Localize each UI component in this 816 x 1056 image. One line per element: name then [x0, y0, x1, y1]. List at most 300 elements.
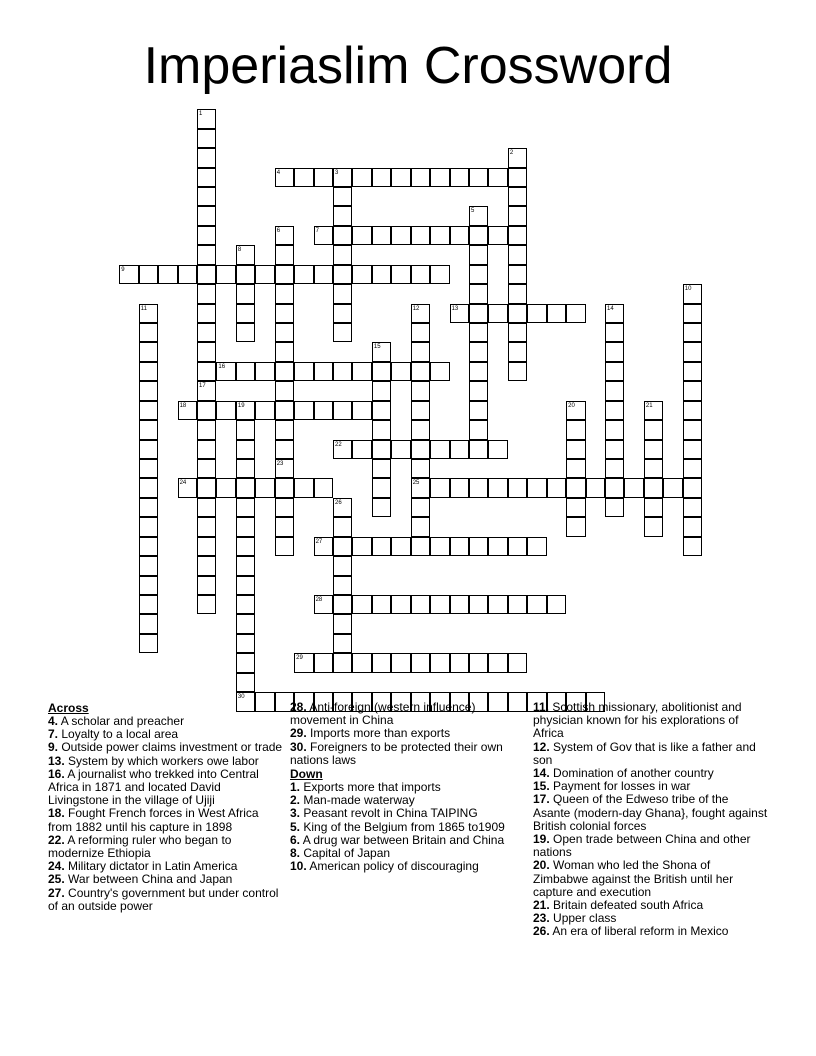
grid-cell[interactable] — [139, 362, 158, 381]
grid-cell[interactable] — [275, 498, 294, 517]
grid-cell[interactable] — [605, 498, 624, 517]
grid-cell[interactable] — [352, 401, 371, 420]
grid-cell[interactable] — [683, 304, 702, 323]
grid-cell[interactable] — [683, 517, 702, 536]
grid-cell[interactable] — [275, 478, 294, 497]
clue-number: 25. — [48, 872, 65, 887]
grid-cell[interactable] — [333, 576, 352, 595]
grid-cell[interactable] — [488, 304, 507, 323]
grid-cell[interactable] — [430, 168, 449, 187]
grid-cell[interactable] — [372, 362, 391, 381]
grid-cell[interactable] — [255, 401, 274, 420]
grid-cell[interactable] — [236, 498, 255, 517]
clue-text: Military dictator in Latin America — [64, 859, 238, 874]
grid-cell[interactable] — [430, 653, 449, 672]
grid-cell[interactable] — [294, 478, 313, 497]
grid-cell[interactable] — [508, 537, 527, 556]
cell-number: 7 — [315, 227, 319, 234]
grid-cell[interactable] — [236, 420, 255, 439]
clue-number: 7. — [48, 727, 59, 742]
grid-cell[interactable] — [605, 401, 624, 420]
grid-cell[interactable] — [469, 265, 488, 284]
grid-cell[interactable] — [566, 517, 585, 536]
grid-cell[interactable] — [450, 478, 469, 497]
grid-cell[interactable] — [333, 362, 352, 381]
grid-cell[interactable] — [450, 537, 469, 556]
clue-text: Woman who led the Shona of Zimbabwe against the British until her capture and execution — [533, 858, 734, 899]
grid-cell[interactable] — [197, 168, 216, 187]
grid-cell[interactable] — [139, 401, 158, 420]
grid-cell[interactable] — [683, 459, 702, 478]
grid-cell[interactable] — [391, 265, 410, 284]
grid-cell[interactable] — [314, 653, 333, 672]
grid-cell[interactable] — [411, 342, 430, 361]
grid-cell[interactable] — [372, 226, 391, 245]
clue-number: 21. — [533, 898, 550, 913]
grid-cell[interactable] — [139, 517, 158, 536]
grid-cell[interactable] — [469, 362, 488, 381]
clue-text: King of the Belgium from 1865 to1909 — [300, 819, 505, 834]
grid-cell[interactable] — [197, 284, 216, 303]
grid-cell[interactable] — [605, 381, 624, 400]
grid-cell[interactable] — [566, 498, 585, 517]
grid-cell[interactable] — [488, 168, 507, 187]
grid-cell[interactable] — [469, 323, 488, 342]
grid-cell[interactable] — [469, 478, 488, 497]
grid-cell[interactable] — [527, 304, 546, 323]
grid-cell[interactable] — [333, 265, 352, 284]
grid-cell[interactable] — [683, 440, 702, 459]
grid-cell[interactable] — [294, 168, 313, 187]
grid-cell[interactable] — [430, 362, 449, 381]
grid-cell[interactable] — [450, 653, 469, 672]
grid-cell[interactable] — [139, 323, 158, 342]
grid-cell[interactable] — [333, 206, 352, 225]
grid-cell[interactable] — [372, 498, 391, 517]
grid-cell[interactable] — [314, 362, 333, 381]
clue-text: Foreigners to be protected their own nations laws — [290, 739, 503, 767]
grid-cell[interactable] — [372, 478, 391, 497]
grid-cell[interactable] — [469, 653, 488, 672]
grid-cell[interactable] — [411, 401, 430, 420]
grid-cell[interactable] — [372, 537, 391, 556]
grid-cell[interactable] — [139, 342, 158, 361]
grid-cell[interactable] — [139, 595, 158, 614]
grid-cell[interactable] — [275, 420, 294, 439]
grid-cell[interactable] — [469, 304, 488, 323]
grid-cell[interactable] — [139, 440, 158, 459]
grid-cell[interactable] — [411, 653, 430, 672]
across-heading: Across — [48, 701, 89, 715]
grid-cell[interactable] — [508, 362, 527, 381]
grid-cell[interactable] — [469, 381, 488, 400]
grid-cell[interactable] — [372, 595, 391, 614]
grid-cell[interactable] — [216, 265, 235, 284]
grid-cell[interactable] — [391, 168, 410, 187]
grid-cell[interactable] — [586, 478, 605, 497]
grid-cell[interactable] — [236, 517, 255, 536]
grid-cell[interactable] — [236, 323, 255, 342]
down-clue — [533, 925, 768, 938]
grid-cell[interactable] — [469, 245, 488, 264]
grid-cell[interactable] — [275, 304, 294, 323]
grid-cell[interactable] — [139, 498, 158, 517]
clue-text: Country's government but under control of an outside power — [48, 885, 279, 913]
grid-cell[interactable] — [644, 440, 663, 459]
grid-cell[interactable] — [372, 401, 391, 420]
grid-cell[interactable] — [450, 440, 469, 459]
grid-cell[interactable] — [430, 478, 449, 497]
grid-cell[interactable] — [333, 187, 352, 206]
across-clue — [48, 887, 283, 913]
grid-cell[interactable] — [566, 478, 585, 497]
grid-cell[interactable] — [488, 653, 507, 672]
grid-cell[interactable] — [411, 498, 430, 517]
grid-cell[interactable] — [352, 226, 371, 245]
grid-cell[interactable] — [605, 459, 624, 478]
grid-cell[interactable] — [197, 129, 216, 148]
grid-cell[interactable] — [236, 556, 255, 575]
grid-cell[interactable] — [333, 614, 352, 633]
grid-cell[interactable] — [236, 576, 255, 595]
grid-cell[interactable] — [411, 265, 430, 284]
clue-number: 12. — [533, 739, 550, 754]
grid-cell[interactable] — [333, 653, 352, 672]
grid-cell[interactable] — [508, 342, 527, 361]
grid-cell[interactable] — [236, 362, 255, 381]
grid-cell[interactable] — [275, 265, 294, 284]
grid-cell[interactable] — [508, 595, 527, 614]
grid-cell[interactable] — [236, 537, 255, 556]
grid-cell[interactable] — [236, 595, 255, 614]
grid-cell[interactable] — [197, 556, 216, 575]
grid-cell[interactable] — [644, 420, 663, 439]
grid-cell[interactable] — [372, 381, 391, 400]
grid-cell[interactable] — [352, 537, 371, 556]
grid-cell[interactable] — [139, 420, 158, 439]
grid-cell[interactable] — [236, 673, 255, 692]
grid-cell[interactable] — [333, 304, 352, 323]
grid-cell[interactable] — [139, 556, 158, 575]
grid-cell[interactable] — [605, 362, 624, 381]
grid-cell[interactable] — [178, 265, 197, 284]
grid-cell[interactable] — [333, 556, 352, 575]
grid-cell[interactable] — [139, 634, 158, 653]
grid-cell[interactable] — [294, 265, 313, 284]
clue-text: Queen of the Edweso tribe of the Asante (modern-day Ghana}, fought against British colonial forces — [533, 792, 768, 833]
grid-cell[interactable] — [566, 459, 585, 478]
grid-cell[interactable] — [469, 284, 488, 303]
grid-cell[interactable] — [508, 323, 527, 342]
grid-cell[interactable] — [333, 537, 352, 556]
clue-text: Exports more that imports — [300, 780, 441, 795]
grid-cell[interactable] — [236, 634, 255, 653]
clue-number: 15. — [533, 779, 550, 794]
grid-cell[interactable] — [450, 168, 469, 187]
grid-cell[interactable] — [333, 595, 352, 614]
grid-cell[interactable] — [352, 265, 371, 284]
grid-cell[interactable] — [352, 362, 371, 381]
grid-cell[interactable] — [683, 381, 702, 400]
grid-cell[interactable] — [644, 498, 663, 517]
grid-cell[interactable] — [197, 206, 216, 225]
grid-cell[interactable] — [275, 517, 294, 536]
grid-cell[interactable] — [683, 401, 702, 420]
grid-cell[interactable] — [197, 498, 216, 517]
grid-cell[interactable] — [469, 440, 488, 459]
grid-cell[interactable] — [391, 362, 410, 381]
grid-cell[interactable] — [197, 226, 216, 245]
grid-cell[interactable] — [391, 595, 410, 614]
grid-cell[interactable] — [469, 595, 488, 614]
clue-number: 2. — [290, 793, 301, 808]
grid-cell[interactable] — [391, 226, 410, 245]
grid-cell[interactable] — [333, 634, 352, 653]
grid-cell[interactable] — [294, 401, 313, 420]
grid-cell[interactable] — [236, 265, 255, 284]
grid-cell[interactable] — [547, 478, 566, 497]
grid-cell[interactable] — [488, 440, 507, 459]
grid-cell[interactable] — [197, 478, 216, 497]
grid-cell[interactable] — [197, 265, 216, 284]
grid-cell[interactable] — [333, 401, 352, 420]
grid-cell[interactable] — [605, 420, 624, 439]
grid-cell[interactable] — [197, 459, 216, 478]
grid-cell[interactable] — [314, 265, 333, 284]
grid-cell[interactable] — [469, 537, 488, 556]
grid-cell[interactable] — [391, 537, 410, 556]
grid-cell[interactable] — [352, 653, 371, 672]
grid-cell[interactable] — [333, 284, 352, 303]
grid-cell[interactable] — [391, 440, 410, 459]
clue-text: An era of liberal reform in Mexico — [549, 924, 729, 939]
clue-text: Imports more than exports — [306, 726, 451, 741]
grid-cell[interactable] — [236, 653, 255, 672]
grid-cell[interactable] — [255, 265, 274, 284]
grid-cell[interactable] — [352, 440, 371, 459]
grid-cell[interactable] — [197, 187, 216, 206]
clue-text: War between China and Japan — [64, 872, 233, 887]
grid-cell[interactable] — [644, 478, 663, 497]
grid-cell[interactable] — [139, 381, 158, 400]
grid-cell[interactable] — [216, 401, 235, 420]
grid-cell[interactable] — [333, 323, 352, 342]
grid-cell[interactable] — [197, 537, 216, 556]
grid-cell[interactable] — [236, 459, 255, 478]
grid-cell[interactable] — [372, 265, 391, 284]
cell-number: 21 — [645, 402, 653, 409]
grid-cell[interactable] — [508, 304, 527, 323]
grid-cell[interactable] — [450, 595, 469, 614]
grid-cell[interactable] — [683, 537, 702, 556]
down-clue — [533, 859, 768, 899]
grid-cell[interactable] — [527, 595, 546, 614]
grid-cell[interactable] — [158, 265, 177, 284]
grid-cell[interactable] — [508, 478, 527, 497]
grid-cell[interactable] — [372, 440, 391, 459]
grid-cell[interactable] — [411, 168, 430, 187]
clue-number: 24. — [48, 859, 65, 874]
grid-cell[interactable] — [236, 478, 255, 497]
grid-cell[interactable] — [430, 265, 449, 284]
grid-cell[interactable] — [197, 342, 216, 361]
grid-cell[interactable] — [683, 420, 702, 439]
grid-cell[interactable] — [411, 323, 430, 342]
clues-column-3 — [533, 701, 768, 939]
grid-cell[interactable] — [411, 517, 430, 536]
grid-cell[interactable] — [488, 226, 507, 245]
grid-cell[interactable] — [139, 265, 158, 284]
grid-cell[interactable] — [508, 265, 527, 284]
grid-cell[interactable] — [488, 537, 507, 556]
grid-cell[interactable] — [605, 323, 624, 342]
grid-cell[interactable] — [197, 595, 216, 614]
grid-cell[interactable] — [527, 537, 546, 556]
grid-cell[interactable] — [508, 187, 527, 206]
grid-cell[interactable] — [275, 440, 294, 459]
grid-cell[interactable] — [275, 245, 294, 264]
clue-number: 28. — [290, 700, 307, 714]
grid-cell[interactable] — [333, 517, 352, 536]
clue-text: Man-made waterway — [300, 793, 415, 808]
grid-cell[interactable] — [216, 478, 235, 497]
clue-number: 18. — [48, 806, 65, 821]
grid-cell[interactable] — [566, 420, 585, 439]
grid-cell[interactable] — [469, 420, 488, 439]
grid-cell[interactable] — [605, 440, 624, 459]
grid-cell[interactable] — [683, 342, 702, 361]
grid-cell[interactable] — [683, 498, 702, 517]
grid-cell[interactable] — [683, 323, 702, 342]
grid-cell[interactable] — [411, 459, 430, 478]
grid-cell[interactable] — [139, 614, 158, 633]
clue-number: 13. — [48, 753, 65, 768]
grid-cell[interactable] — [527, 478, 546, 497]
clue-number: 16. — [48, 766, 65, 781]
grid-cell[interactable] — [469, 342, 488, 361]
grid-cell[interactable] — [197, 245, 216, 264]
grid-cell[interactable] — [547, 304, 566, 323]
grid-cell[interactable] — [469, 401, 488, 420]
grid-cell[interactable] — [508, 206, 527, 225]
grid-cell[interactable] — [139, 576, 158, 595]
grid-cell[interactable] — [605, 478, 624, 497]
grid-cell[interactable] — [197, 323, 216, 342]
cell-number: 16 — [218, 363, 226, 370]
grid-cell[interactable] — [236, 614, 255, 633]
grid-cell[interactable] — [508, 168, 527, 187]
grid-cell[interactable] — [275, 381, 294, 400]
grid-cell[interactable] — [683, 478, 702, 497]
grid-cell[interactable] — [411, 537, 430, 556]
grid-cell[interactable] — [275, 284, 294, 303]
grid-cell[interactable] — [255, 478, 274, 497]
grid-cell[interactable] — [372, 653, 391, 672]
grid-cell[interactable] — [508, 245, 527, 264]
grid-cell[interactable] — [275, 401, 294, 420]
grid-cell[interactable] — [139, 478, 158, 497]
grid-cell[interactable] — [236, 440, 255, 459]
grid-cell[interactable] — [566, 440, 585, 459]
grid-cell[interactable] — [411, 595, 430, 614]
grid-cell[interactable] — [411, 362, 430, 381]
grid-cell[interactable] — [547, 595, 566, 614]
cell-number: 1 — [199, 111, 203, 118]
grid-cell[interactable] — [275, 537, 294, 556]
grid-cell[interactable] — [430, 226, 449, 245]
grid-cell[interactable] — [605, 342, 624, 361]
grid-cell[interactable] — [372, 459, 391, 478]
grid-cell[interactable] — [236, 284, 255, 303]
grid-cell[interactable] — [139, 537, 158, 556]
grid-cell[interactable] — [411, 420, 430, 439]
grid-cell[interactable] — [352, 168, 371, 187]
grid-cell[interactable] — [275, 362, 294, 381]
grid-cell[interactable] — [333, 245, 352, 264]
grid-cell[interactable] — [372, 420, 391, 439]
grid-cell[interactable] — [197, 517, 216, 536]
clue-number: 27. — [48, 885, 65, 900]
grid-cell[interactable] — [624, 478, 643, 497]
grid-cell[interactable] — [236, 304, 255, 323]
grid-cell[interactable] — [411, 381, 430, 400]
grid-cell[interactable] — [450, 226, 469, 245]
grid-cell[interactable] — [488, 595, 507, 614]
grid-cell[interactable] — [469, 226, 488, 245]
grid-cell[interactable] — [566, 304, 585, 323]
grid-cell[interactable] — [275, 323, 294, 342]
grid-cell[interactable] — [139, 459, 158, 478]
grid-cell[interactable] — [644, 459, 663, 478]
grid-cell[interactable] — [197, 440, 216, 459]
grid-cell[interactable] — [197, 420, 216, 439]
grid-cell[interactable] — [197, 304, 216, 323]
grid-cell[interactable] — [663, 478, 682, 497]
grid-cell[interactable] — [275, 342, 294, 361]
grid-cell[interactable] — [255, 362, 274, 381]
clue-text: System by which workers owe labor — [64, 753, 259, 768]
grid-cell[interactable] — [508, 226, 527, 245]
grid-cell[interactable] — [469, 168, 488, 187]
grid-cell[interactable] — [333, 226, 352, 245]
grid-cell[interactable] — [644, 517, 663, 536]
puzzle-title: Imperiaslim Crossword — [143, 37, 673, 95]
clue-number: 4. — [48, 714, 59, 728]
grid-cell[interactable] — [197, 401, 216, 420]
grid-cell[interactable] — [314, 401, 333, 420]
grid-cell[interactable] — [352, 595, 371, 614]
grid-cell[interactable] — [197, 148, 216, 167]
clue-number: 30. — [290, 739, 307, 754]
grid-cell[interactable] — [294, 362, 313, 381]
grid-cell[interactable] — [430, 595, 449, 614]
grid-cell[interactable] — [314, 168, 333, 187]
grid-cell[interactable] — [314, 478, 333, 497]
grid-cell[interactable] — [411, 440, 430, 459]
grid-cell[interactable] — [430, 537, 449, 556]
clue-number: 6. — [290, 832, 301, 847]
grid-cell[interactable] — [508, 653, 527, 672]
grid-cell[interactable] — [411, 226, 430, 245]
grid-cell[interactable] — [197, 576, 216, 595]
grid-cell[interactable] — [683, 362, 702, 381]
grid-cell[interactable] — [488, 478, 507, 497]
grid-cell[interactable] — [430, 440, 449, 459]
grid-cell[interactable] — [197, 362, 216, 381]
grid-cell[interactable] — [508, 284, 527, 303]
grid-cell[interactable] — [372, 168, 391, 187]
grid-cell[interactable] — [391, 653, 410, 672]
